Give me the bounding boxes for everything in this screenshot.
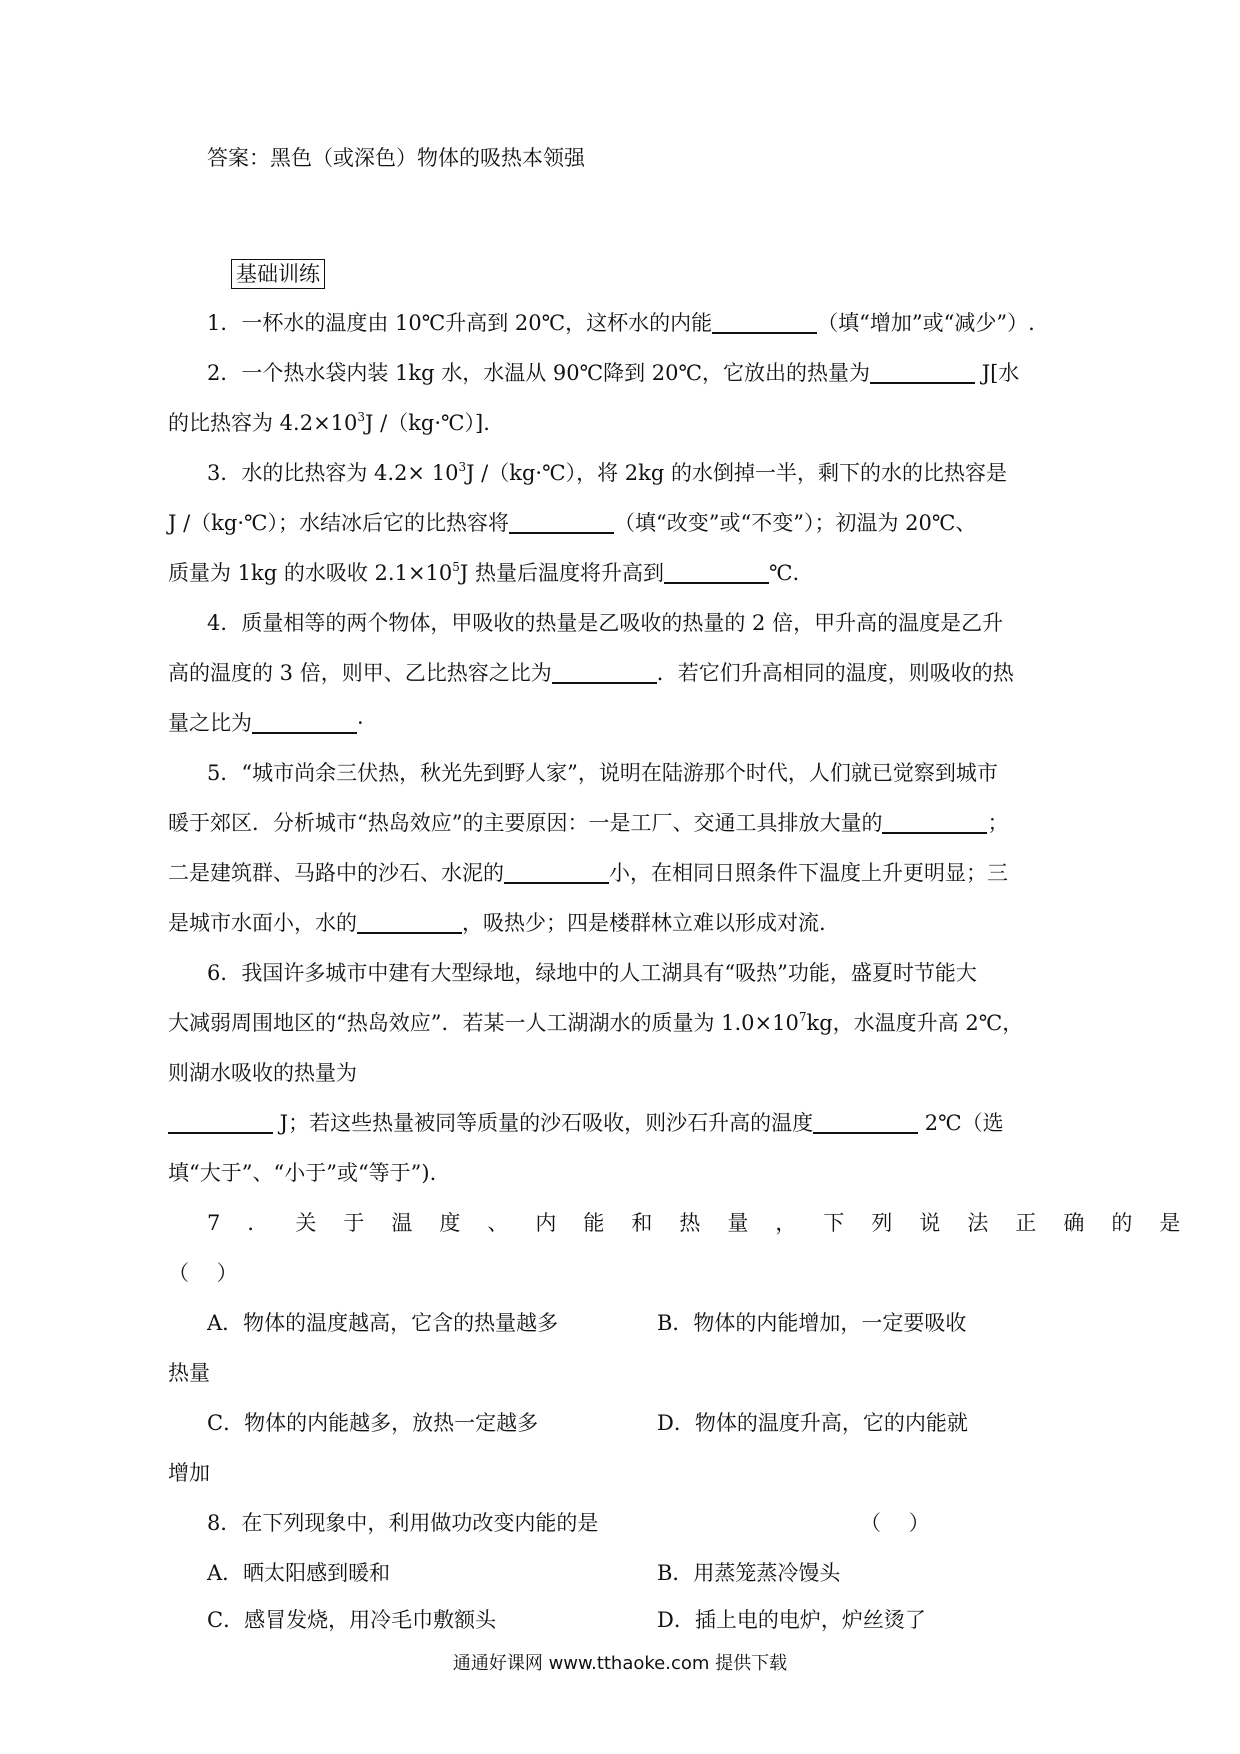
answer-blank[interactable]	[712, 310, 817, 334]
answer-blank[interactable]	[882, 810, 987, 834]
question-7-option-b[interactable]: B．物体的内能增加，一定要吸收	[657, 1311, 967, 1335]
question-5-line-4: 是城市水面小，水的 ，吸热少；四是楼群林立难以形成对流.	[168, 911, 826, 935]
question-6-line-3: 则湖水吸收的热量为	[168, 1061, 357, 1085]
question-7-option-b-continued: 热量	[168, 1361, 210, 1385]
question-7-option-c[interactable]: C．物体的内能越多，放热一定越多	[207, 1411, 539, 1435]
question-7-answer-paren[interactable]: （ ）	[168, 1261, 238, 1285]
answer-blank[interactable]	[870, 360, 975, 384]
answer-blank[interactable]	[664, 560, 769, 584]
question-8-option-b[interactable]: B．用蒸笼蒸冷馒头	[657, 1561, 841, 1585]
question-6-line-1: 6．我国许多城市中建有大型绿地，绿地中的人工湖具有“吸热”功能，盛夏时节能大	[207, 961, 977, 985]
question-7-stem: 7．关于温度、内能和热量，下列说法正确的是	[207, 1211, 1208, 1235]
question-5-line-1: 5．“城市尚余三伏热，秋光先到野人家”，说明在陆游那个时代，人们就已觉察到城市	[207, 761, 998, 785]
question-7-option-a[interactable]: A．物体的温度越高，它含的热量越多	[207, 1311, 559, 1335]
answer-blank[interactable]	[168, 1110, 273, 1134]
question-3-line-3: 质量为 1kg 的水吸收 $2.1\times 10^5J$ 热量后温度将升高到 ℃.	[168, 560, 800, 585]
question-5-line-3: 二是建筑群、马路中的沙石、水泥的 小，在相同日照条件下温度上升更明显；三	[168, 861, 1008, 885]
answer-blank[interactable]	[252, 710, 357, 734]
question-6-line-2: 大减弱周围地区的“热岛效应”．若某一人工湖湖水的质量为 $1.0\times 10^7kg$，水温度升高 2℃，	[168, 1010, 1024, 1035]
question-8-option-d[interactable]: D．插上电的电炉，炉丝烫了	[657, 1608, 926, 1632]
question-2-line-1: 2．一个热水袋内装 1kg 水，水温从 90℃降到 20℃，它放出的热量为 J[水	[207, 361, 1020, 385]
section-title-box: 基础训练	[231, 259, 325, 289]
page-footer: 通通好课网 www.tthaoke.com 提供下载	[452, 1653, 788, 1674]
question-4-line-1: 4．质量相等的两个物体，甲吸收的热量是乙吸收的热量的 2 倍，甲升高的温度是乙升	[207, 611, 1004, 635]
question-8-answer-paren[interactable]: （ ）	[860, 1511, 930, 1535]
question-3-line-2: J /（kg·℃）；水结冰后它的比热容将 （填“改变”或“不变”）；初温为 20℃、	[168, 511, 977, 535]
question-6-line-5: 填“大于”、“小于”或“等于”).	[168, 1161, 437, 1185]
question-4-line-3: 量之比为 ·	[168, 711, 364, 735]
question-7-option-d[interactable]: D．物体的温度升高，它的内能就	[657, 1411, 968, 1435]
question-3-line-1: 3．水的比热容为 $4.2\times 10^3J$ /（kg·℃），将 2kg 的水倒掉一半，剩下的水的比热容是	[207, 460, 1007, 485]
question-1: 1．一杯水的温度由 10℃升高到 20℃，这杯水的内能 （填“增加”或“减少”）.	[207, 311, 1035, 335]
question-2-line-2: 的比热容为 $4.2\times 10^3J$ /（kg·℃）].	[168, 410, 490, 435]
question-6-line-4: J；若这些热量被同等质量的沙石吸收，则沙石升高的温度 2℃（选	[168, 1108, 1004, 1138]
question-8-option-a[interactable]: A．晒太阳感到暖和	[207, 1561, 391, 1585]
answer-blank[interactable]	[552, 660, 657, 684]
answer-line: 答案：黑色（或深色）物体的吸热本领强	[207, 146, 585, 170]
answer-blank[interactable]	[509, 510, 614, 534]
answer-blank[interactable]	[357, 910, 462, 934]
question-8-option-c[interactable]: C．感冒发烧，用冷毛巾敷额头	[207, 1608, 497, 1632]
answer-blank[interactable]	[813, 1110, 918, 1134]
question-7-option-d-continued: 增加	[168, 1461, 210, 1485]
question-5-line-2: 暖于郊区．分析城市“热岛效应”的主要原因：一是工厂、交通工具排放大量的 ；	[168, 811, 1009, 835]
question-8-stem: 8．在下列现象中，利用做功改变内能的是	[207, 1511, 599, 1535]
question-4-line-2: 高的温度的 3 倍，则甲、乙比热容之比为 ．若它们升高相同的温度，则吸收的热	[168, 661, 1014, 685]
answer-blank[interactable]	[504, 860, 609, 884]
